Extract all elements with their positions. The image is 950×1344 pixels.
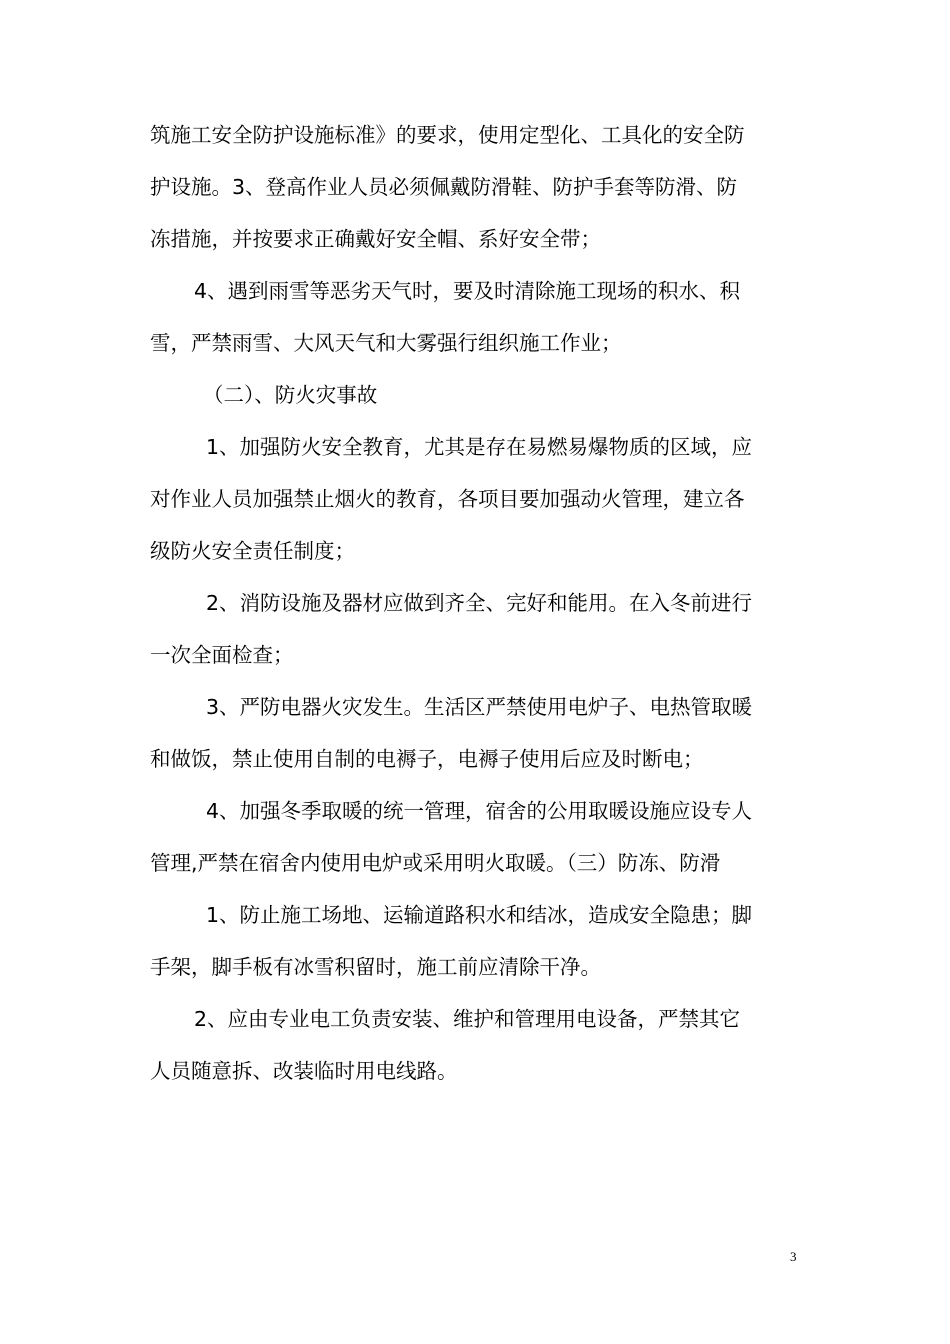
text-line: 人员随意拆、改装临时用电线路。 xyxy=(150,1059,458,1083)
text-line: 手架，脚手板有冰雪积留时，施工前应清除干净。 xyxy=(150,955,601,979)
text-line: 对作业人员加强禁止烟火的教育，各项目要加强动火管理，建立各 xyxy=(150,487,745,511)
text-line: 管理,严禁在宿舍内使用电炉或采用明火取暖。（三）防冻、防滑 xyxy=(150,851,721,875)
text-line: 1、防止施工场地、运输道路积水和结冰，造成安全隐患；脚 xyxy=(206,903,753,927)
text-line: 4、加强冬季取暖的统一管理，宿舍的公用取暖设施应设专人 xyxy=(206,799,753,823)
page-number: 3 xyxy=(790,1249,797,1264)
text-line: 筑施工安全防护设施标准》的要求，使用定型化、工具化的安全防 xyxy=(150,123,745,147)
text-line: 3、严防电器火灾发生。生活区严禁使用电炉子、电热管取暖 xyxy=(206,695,753,719)
text-line: 2、消防设施及器材应做到齐全、完好和能用。在入冬前进行 xyxy=(206,591,753,615)
text-line: 冻措施，并按要求正确戴好安全帽、系好安全带； xyxy=(150,227,601,251)
text-line: 4、遇到雨雪等恶劣天气时，要及时清除施工现场的积水、积 xyxy=(194,279,741,303)
text-line: 1、加强防火安全教育，尤其是存在易燃易爆物质的区域，应 xyxy=(206,435,753,459)
section-heading: （二）、防火灾事故 xyxy=(203,383,378,407)
text-line: 一次全面检查； xyxy=(150,643,294,667)
text-line: 雪，严禁雨雪、大风天气和大雾强行组织施工作业； xyxy=(150,331,622,355)
text-line: 级防火安全责任制度； xyxy=(150,539,355,563)
text-line: 护设施。3、登高作业人员必须佩戴防滑鞋、防护手套等防滑、防 xyxy=(150,175,738,199)
text-line: 2、应由专业电工负责安装、维护和管理用电设备，严禁其它 xyxy=(194,1007,741,1031)
text-line: 和做饭，禁止使用自制的电褥子，电褥子使用后应及时断电； xyxy=(150,747,704,771)
